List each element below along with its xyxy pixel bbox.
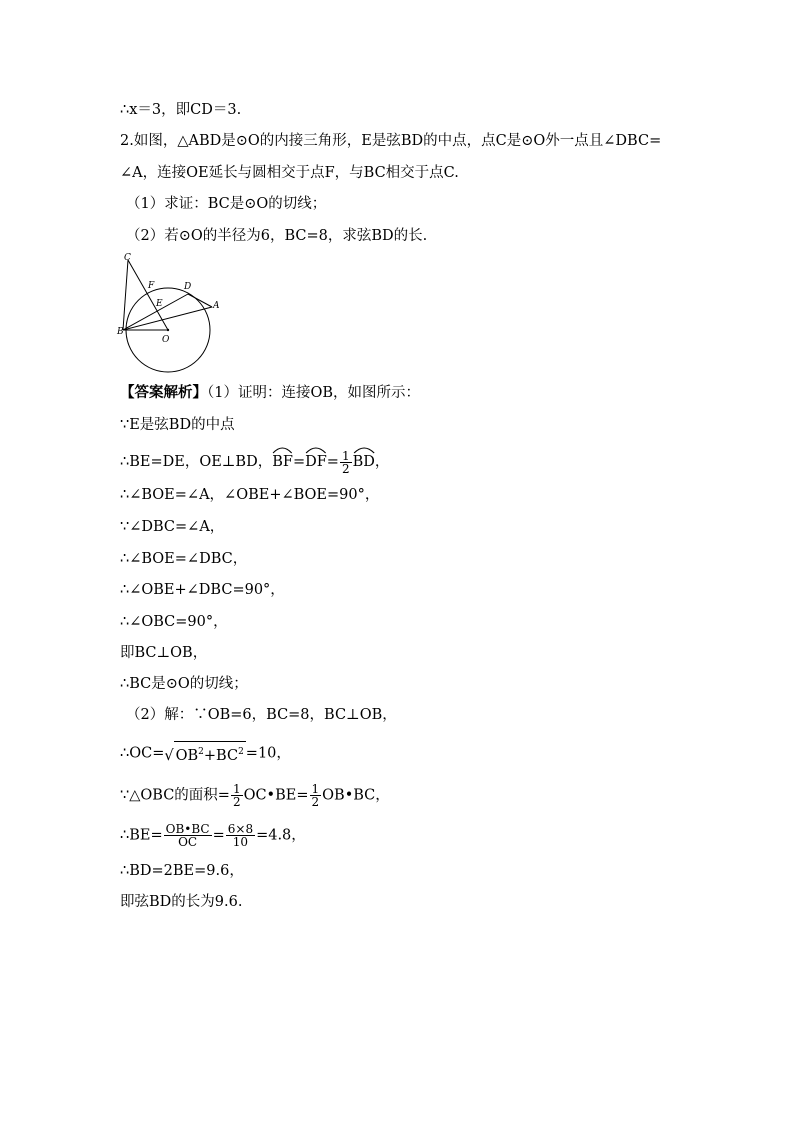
solution-line-3-rhs: OB•BC， bbox=[322, 787, 390, 804]
arc-bd-label: BD bbox=[352, 454, 375, 470]
equals: = bbox=[292, 454, 306, 470]
proof-line-5: ∴∠BOE=∠DBC， bbox=[120, 551, 248, 567]
fraction-numerator: 1 bbox=[232, 782, 241, 796]
fraction-numerator: 6×8 bbox=[227, 822, 254, 836]
fraction-half bbox=[340, 450, 352, 475]
comma: ， bbox=[374, 454, 390, 470]
arc-bd bbox=[353, 448, 375, 472]
final-answer: 即弦BD的长为9.6. bbox=[120, 894, 243, 910]
proof-line-2-text: ∴BE=DE，OE⊥BD， bbox=[120, 454, 273, 470]
proof-conclusion: ∴BC是⊙O的切线； bbox=[120, 676, 248, 692]
fraction-denominator: 2 bbox=[232, 795, 241, 809]
label-b: B bbox=[117, 327, 124, 337]
point-o bbox=[167, 329, 169, 331]
proof-line-7: ∴∠OBC=90°， bbox=[120, 614, 228, 630]
arc-bf-label: BF bbox=[272, 454, 293, 470]
fraction-denominator: 10 bbox=[232, 835, 249, 849]
text-line-1: ∴x＝3，即CD＝3. bbox=[120, 102, 242, 118]
solution-line-5: ∴BD=2BE=9.6， bbox=[120, 863, 244, 879]
segment-co bbox=[128, 260, 168, 330]
label-c: C bbox=[124, 253, 131, 263]
fraction-denominator: 2 bbox=[311, 795, 320, 809]
proof-line-2 bbox=[120, 448, 389, 475]
answer-intro-text: （1）证明：连接OB，如图所示： bbox=[207, 385, 421, 401]
label-o: O bbox=[162, 335, 170, 345]
fraction-numerator: 1 bbox=[341, 448, 350, 463]
solution-line-2-result: =10， bbox=[245, 745, 291, 762]
segment-da bbox=[188, 294, 212, 307]
solution-line-4-result: =4.8， bbox=[256, 827, 306, 844]
label-a: A bbox=[213, 301, 220, 311]
question-2: （2）若⊙O的半径为6，BC=8，求弦BD的长. bbox=[126, 228, 428, 244]
solution-line-3-lhs: ∵△OBC的面积= bbox=[120, 787, 230, 804]
solution-line-3-mid: OC•BE= bbox=[243, 787, 309, 804]
equals: = bbox=[326, 454, 339, 470]
square-root bbox=[164, 741, 245, 766]
answer-heading: 【答案解析】 bbox=[120, 384, 207, 401]
equals: = bbox=[212, 827, 225, 844]
solution-line-1: （2）解：∵OB=6，BC=8，BC⊥OB， bbox=[126, 707, 397, 723]
fraction-numerator: OB•BC bbox=[165, 822, 210, 836]
solution-line-2 bbox=[120, 741, 291, 766]
solution-line-3 bbox=[120, 783, 390, 808]
arc-bf bbox=[272, 448, 293, 472]
arc-df-label: DF bbox=[305, 454, 327, 470]
segment-ba bbox=[123, 307, 212, 330]
geometry-figure bbox=[117, 250, 220, 370]
proof-line-1: ∵E是弦BD的中点 bbox=[120, 417, 235, 433]
problem-statement-cont: ∠A，连接OE延长与圆相交于点F，与BC相交于点C. bbox=[120, 165, 459, 181]
answer-intro bbox=[120, 383, 420, 403]
label-f: F bbox=[148, 281, 155, 291]
solution-line-4 bbox=[120, 823, 306, 848]
solution-line-2-lhs: ∴OC= bbox=[120, 745, 165, 762]
proof-line-4: ∵∠DBC=∠A， bbox=[120, 519, 225, 535]
fraction-numerator: 1 bbox=[311, 782, 320, 796]
question-1: （1）求证：BC是⊙O的切线； bbox=[126, 196, 327, 212]
fraction-denominator: 2 bbox=[341, 461, 350, 476]
solution-line-4-lhs: ∴BE= bbox=[120, 827, 163, 844]
proof-line-6: ∴∠OBE+∠DBC=90°， bbox=[120, 582, 285, 598]
radicand: $OB^2+BC^2$ bbox=[174, 741, 246, 766]
problem-statement: 2.如图，△ABD是⊙O的内接三角形，E是弦BD的中点，点C是⊙O外一点且∠DBC= bbox=[120, 133, 662, 149]
fraction-48-over-10 bbox=[226, 823, 255, 848]
fraction-half bbox=[231, 783, 243, 808]
label-d: D bbox=[184, 282, 192, 292]
fraction-half bbox=[310, 783, 322, 808]
proof-line-8: 即BC⊥OB， bbox=[120, 645, 208, 661]
label-e: E bbox=[156, 299, 163, 309]
arc-df bbox=[305, 448, 327, 472]
radical-sign: √ bbox=[164, 747, 174, 764]
proof-line-3: ∴∠BOE=∠A，∠OBE+∠BOE=90°， bbox=[120, 487, 380, 503]
fraction-denominator: OC bbox=[178, 835, 198, 849]
fraction-ob-bc-over-oc bbox=[164, 823, 212, 848]
